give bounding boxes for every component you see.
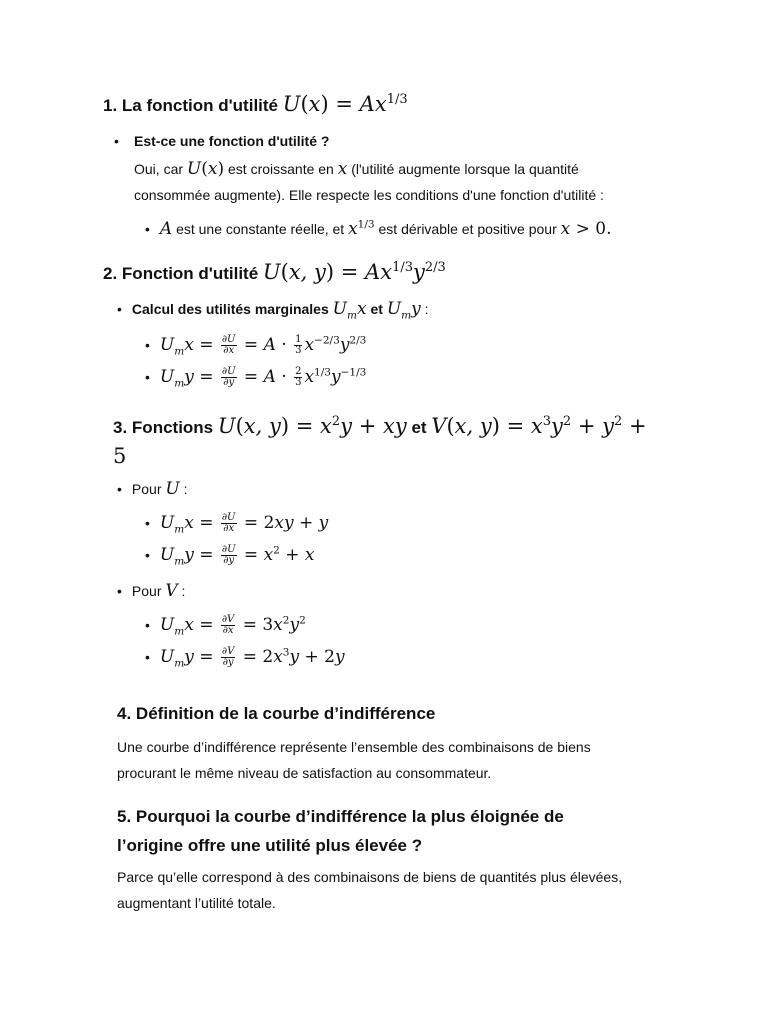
pour-u-bullet: • Pour U : [117, 479, 188, 499]
pour-v-bullet: • Pour V : [117, 581, 186, 601]
marginal-u-x-3: • $U_mx$ = $\frac{\partial U}{\partial x}$ = 2xy + y [145, 511, 329, 536]
bullet-est-ce-utilite: • Est-ce une fonction d'utilité ? [118, 133, 329, 149]
section-1-answer: Oui, car U(x) est croissante en x (l'utilité augmente lorsque la quantité consommée augmente). Elle respecte les conditions d'une fonction d'utilité : [134, 159, 604, 203]
marginal-v-x-3: • $U_mx$ = $\frac{\partial V}{\partial x}$ = $3x^2y^2$ [145, 613, 306, 638]
marginal-utility-x-2: • $U_mx$ = $\frac{\partial U}{\partial x}$ = A · $\frac{1}{3}$ $x^{-2/3}y^{2/3}$ [145, 333, 367, 358]
formula-u-of-x: $U(x) = Ax^{1/3}$ [282, 92, 408, 116]
section-5-heading: 5. Pourquoi la courbe d’indifférence la plus éloignée de l’origine offre une utilité plus élevée ? [117, 807, 564, 855]
section-5-body: Parce qu’elle correspond à des combinaisons de biens de quantités plus élevées, augmentant l’utilité totale. [117, 869, 623, 911]
section-2-bullet: • Calcul des utilités marginales $U_mx$ et $U_my$ : [117, 299, 429, 322]
marginal-u-y-3: • $U_my$ = $\frac{\partial U}{\partial y}$ = $x^2 + x$ [145, 543, 315, 568]
section-1-heading: 1. La fonction d'utilité $U(x) = Ax^{1/3}$ [103, 92, 408, 116]
section-4-heading: 4. Définition de la courbe d’indifférence [117, 704, 436, 723]
formula-u-of-xy: U(x, $y) = Ax^{1/3}y^{2/3}$ [262, 260, 446, 284]
section-2-heading: 2. Fonction d'utilité U(x, $y) = Ax^{1/3}y^{2/3}$ [103, 260, 446, 284]
section-3-heading: 3. Fonctions U(x, $y) = x^2y$ + xy et V(x, $y) = x^3y^2 + y^2$ + 5 [113, 414, 647, 468]
section-1-sub-bullet: • A est une constante réelle, et $x^{1/3}$ est dérivable et positive pour x > 0. [145, 218, 612, 239]
marginal-v-y-3: • $U_my$ = $\frac{\partial V}{\partial y}$ = $2x^3y + 2y$ [145, 645, 345, 670]
section-4-body: Une courbe d’indifférence représente l’ensemble des combinaisons de biens procurant le même niveau de satisfaction au consommateur. [117, 739, 591, 781]
marginal-utility-y-2: • $U_my$ = $\frac{\partial U}{\partial y}$ = A · $\frac{2}{3}$ $x^{1/3}y^{-1/3}$ [145, 365, 367, 390]
